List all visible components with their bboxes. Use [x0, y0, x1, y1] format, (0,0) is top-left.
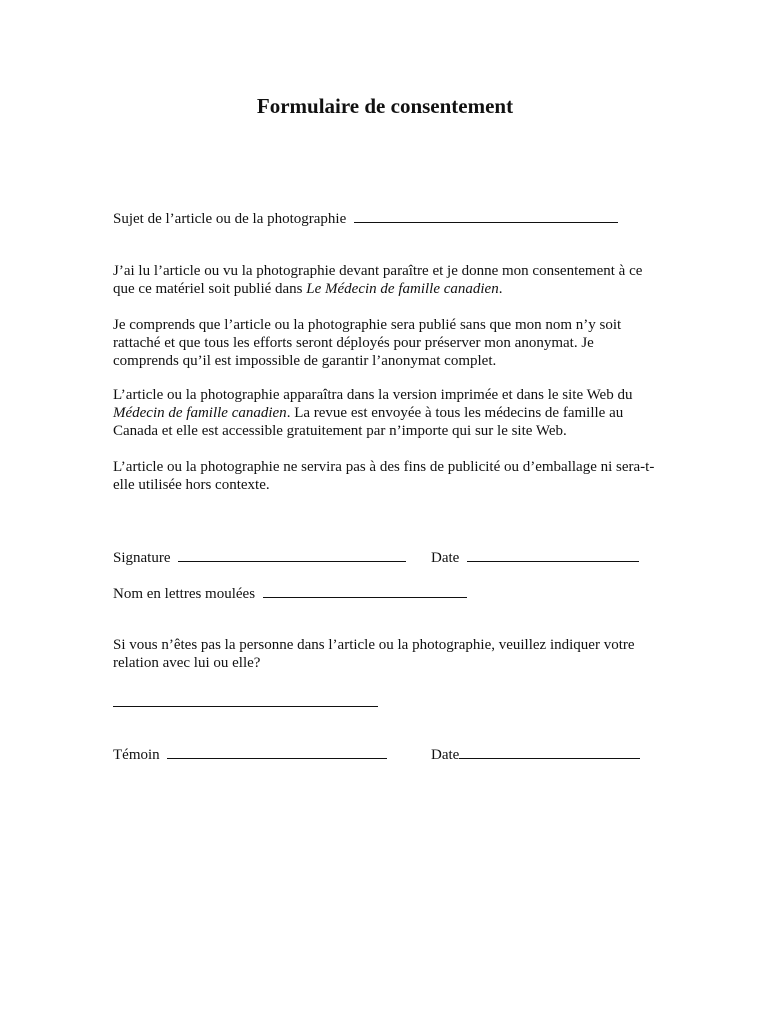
consent-text: J’ai lu l’article ou vu la photographie devant paraître et je donne mon consentement à ce que ce matériel soit publié dans: [113, 263, 643, 298]
journal-name: Médecin de famille canadien: [113, 405, 287, 422]
witness-field: [113, 744, 387, 764]
consent-paragraph: J’ai lu l’article ou vu la photographie devant paraître et je donne mon consentement à ce que ce matériel soit publié dans Le Médecin de famille canadien.: [113, 263, 643, 298]
subject-field: [113, 208, 618, 228]
publication-paragraph: L’article ou la photographie apparaîtra dans la version imprimée et dans le site Web du Médecin de famille canadien. La revue est envoyée à tous les médecins de famille au Canada et elle est accessible gratuitement par n’importe qui sur le site Web.: [113, 387, 633, 440]
printed-name-input-line[interactable]: [263, 583, 467, 598]
witness-label: Témoin: [113, 747, 160, 763]
relation-input-line[interactable]: [113, 692, 378, 707]
witness-date-input-line[interactable]: [459, 744, 640, 759]
witness-date-field: [431, 744, 640, 764]
anonymity-paragraph: Je comprends que l’article ou la photographie sera publié sans que mon nom n’y soit rattaché et que tous les efforts seront déployés pour préserver mon anonymat. Je comprends qu’il est impossible de garantir l’anonymat complet.: [113, 317, 622, 370]
form-title: Formulaire de consentement: [256, 94, 514, 118]
subject-input-line[interactable]: [354, 208, 618, 223]
journal-name: Le Médecin de famille canadien: [306, 281, 499, 298]
signature-input-line[interactable]: [178, 547, 406, 562]
printed-name-label: Nom en lettres moulées: [113, 586, 256, 602]
relation-field: [113, 692, 378, 712]
publication-text: L’article ou la photographie apparaîtra dans la version imprimée et dans le site Web du: [113, 387, 633, 403]
witness-date-label: Date: [431, 747, 460, 763]
date-field: [431, 547, 639, 567]
signature-label: Signature: [113, 550, 171, 566]
subject-label: Sujet de l’article ou de la photographie: [113, 211, 347, 227]
witness-input-line[interactable]: [167, 744, 387, 759]
date-label: Date: [431, 550, 460, 566]
relation-question: Si vous n’êtes pas la personne dans l’article ou la photographie, veuillez indiquer votre relation avec lui ou elle?: [113, 637, 635, 672]
signature-field: [113, 547, 406, 567]
printed-name-field: [113, 583, 467, 603]
date-input-line[interactable]: [467, 547, 639, 562]
usage-paragraph: L’article ou la photographie ne servira pas à des fins de publicité ou d’emballage ni sera-t-elle utilisée hors contexte.: [113, 459, 655, 494]
